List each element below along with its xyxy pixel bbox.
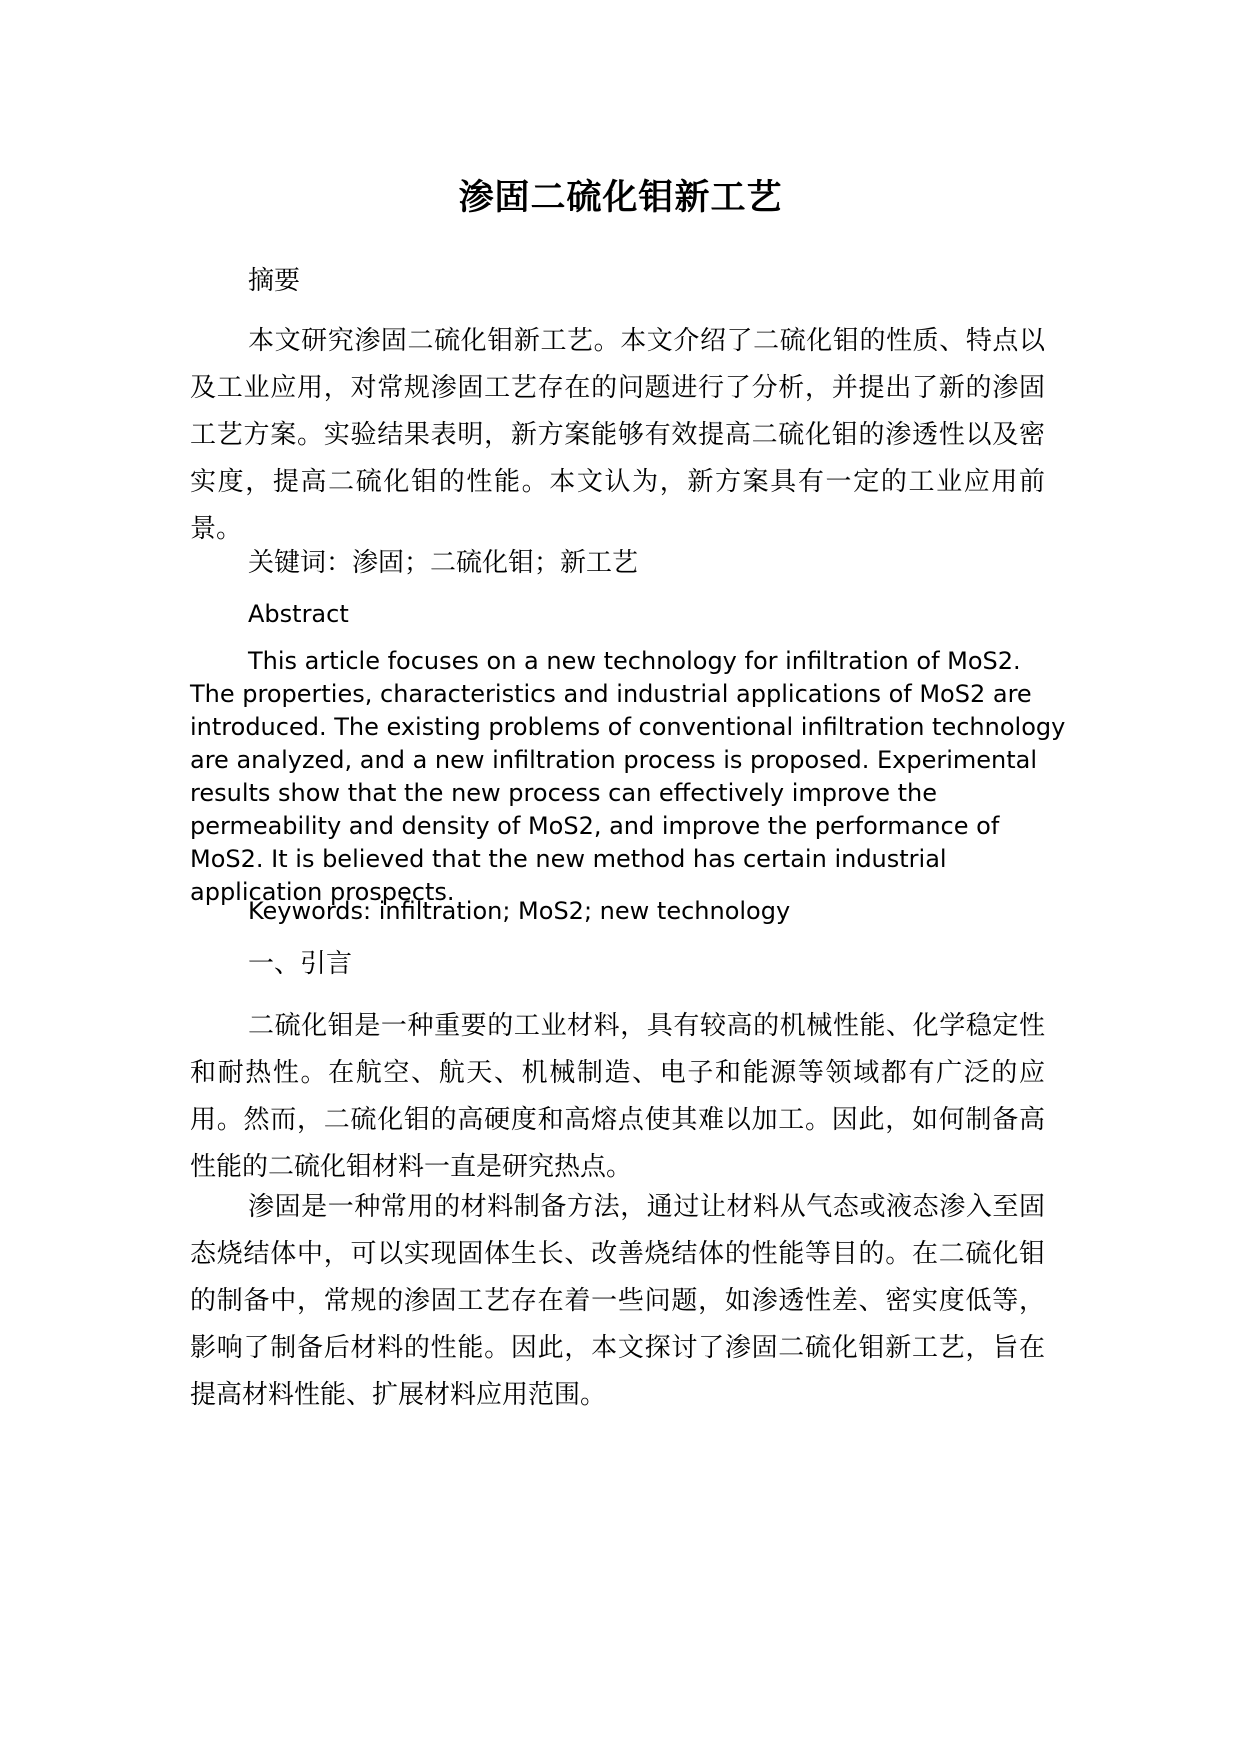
abstract-zh-body: 本文研究渗固二硫化钼新工艺。本文介绍了二硫化钼的性质、特点以及工业应用，对常规渗固工艺存在的问题进行了分析，并提出了新的渗固工艺方案。实验结果表明，新方案能够有效提高二硫化钼的渗透性以及密实度，提高二硫化钼的性能。本文认为，新方案具有一定的工业应用前景。	[190, 326, 1045, 544]
intro-paragraph-2: 渗固是一种常用的材料制备方法，通过让材料从气态或液态渗入至固态烧结体中，可以实现固体生长、改善烧结体的性能等目的。在二硫化钼的制备中，常规的渗固工艺存在着一些问题，如渗透性差、密实度低等，影响了制备后材料的性能。因此，本文探讨了渗固二硫化钼新工艺，旨在提高材料性能、扩展材料应用范围。	[190, 1192, 1045, 1410]
abstract-en-heading: Abstract	[248, 600, 349, 628]
intro-paragraph-1: 二硫化钼是一种重要的工业材料，具有较高的机械性能、化学稳定性和耐热性。在航空、航天、机械制造、电子和能源等领域都有广泛的应用。然而，二硫化钼的高硬度和高熔点使其难以加工。因此，如何制备高性能的二硫化钼材料一直是研究热点。	[190, 1011, 1045, 1182]
keywords-zh: 关键词：渗固；二硫化钼；新工艺	[248, 548, 639, 578]
section-heading-introduction: 一、引言	[248, 949, 353, 979]
keywords-en: Keywords: infiltration; MoS2; new technology	[248, 897, 791, 925]
document-title: 渗固二硫化钼新工艺	[458, 178, 783, 218]
abstract-zh-heading: 摘要	[248, 266, 301, 296]
abstract-en-body: This article focuses on a new technology for infiltration of MoS2. The properties, characteristics and industrial applications of MoS2 are introduced. The existing problems of conventional infiltration technology are analyzed, and a new infiltration process is proposed. Experimental results show that the new process can effectively improve the permeability and density of MoS2, and improve the performance of MoS2. It is believed that the new method has certain industrial application prospects.	[190, 647, 1066, 906]
